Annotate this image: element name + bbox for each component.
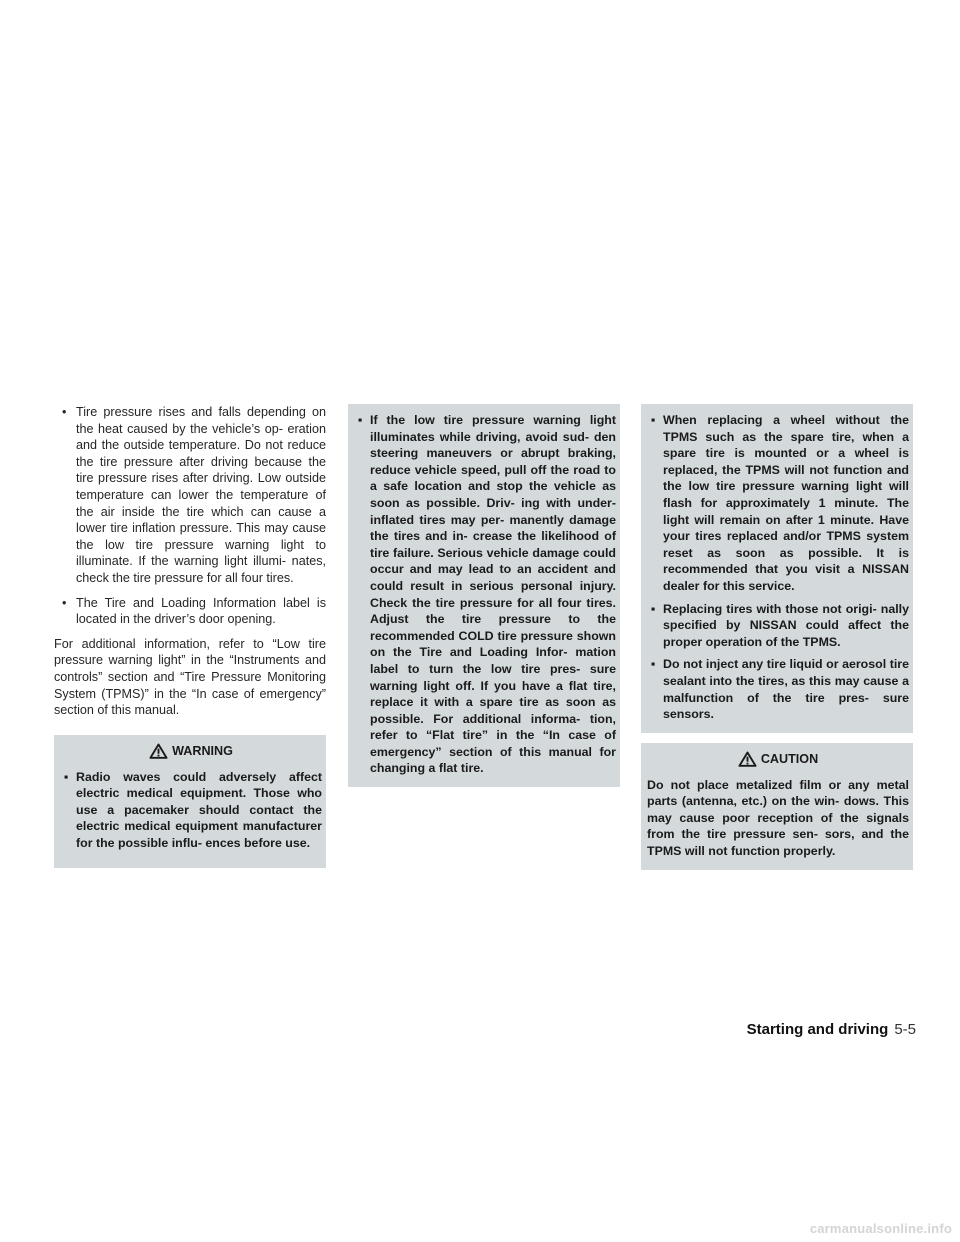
- reference-paragraph: For additional information, refer to “Low tire pressure warning light” in the “Instruments and controls” section and “Tire Pressure Monitoring System (TPMS)” in the “In case of emergency” section of this manual.: [54, 636, 326, 718]
- caution-text: Do not place metalized film or any metal parts (antenna, etc.) on the win- dows. This may cause poor reception of the signals from the tire pressure sen- sors, and the TPMS will not function properly.: [647, 777, 909, 859]
- warning-box-continued: [348, 404, 620, 787]
- page-number: 5-5: [894, 1021, 916, 1038]
- bullet-label-location: • The Tire and Loading Information label is located in the driver’s door opening.: [62, 595, 326, 627]
- bullet-tire-pressure-temperature: • Tire pressure rises and falls depending on the heat caused by the vehicle’s op- eration and the outside temperature. Do not reduce the tire pressure after driving because the tire pressure rises after driving. Low outside temperature can lower the temperature of the air inside the tire which can cause a lower tire inflation pressure. This may cause the low tire pressure warning light to illuminate. If the warning light illumi- nates, check the tire pressure for all four tires.: [62, 405, 326, 585]
- warning-box: [54, 735, 326, 868]
- warning-bullet-tire-sealant: ▪ Do not inject any tire liquid or aerosol tire sealant into the tires, as this may cause a malfunction of the tire pres- sure sensors.: [651, 657, 909, 722]
- warning-bullet-replacing-wheel: ▪ When replacing a wheel without the TPMS such as the spare tire, when a spare tire is mounted or a wheel is replaced, the TPMS will not function and the low tire pressure warning light will flash for approximately 1 minute. The light will remain on after 1 minute. Have your tires replaced and/or TPMS system reset as soon as possible. It is recommended that you visit a NISSAN dealer for this service.: [651, 413, 909, 593]
- caution-title: CAUTION: [760, 751, 819, 766]
- bullet-square: ▪: [651, 601, 656, 616]
- caution-header: [647, 751, 909, 767]
- warning-title: WARNING: [172, 743, 233, 758]
- bullet-dot: •: [62, 595, 67, 610]
- warning-triangle-icon: [149, 743, 168, 759]
- warning-bullet-low-pressure-light: ▪ If the low tire pressure warning light illuminates while driving, avoid sud- den steering maneuvers or abrupt braking, reduce vehicle speed, pull off the road to a safe location and stop the vehicle as soon as possible. Driv- ing with under-inflated tires may per- manently damage the tires and in- crease the likelihood of tire failure. Serious vehicle damage could occur and may lead to an accident and could result in serious personal injury. Check the tire pressure for all four tires. Adjust the tire pressure to the recommended COLD tire pressure shown on the Tire and Loading Infor- mation label to turn the low tire pres- sure warning light off. If you have a flat tire, replace it with a spare tire as soon as possible. For additional informa- tion, refer to “Flat tire” in the “In case of emergency” section of this manual for changing a flat tire.: [358, 413, 616, 776]
- caution-box: [641, 743, 913, 870]
- bullet-square: ▪: [651, 657, 656, 672]
- column-2: [348, 404, 620, 787]
- page-footer: [747, 1021, 916, 1038]
- warning-bullet: ▪ Radio waves could adversely affect electric medical equipment. Those who use a pacemaker should contact the electric medical equipment manufacturer for the possible influ- ences before use.: [64, 769, 322, 851]
- warning-box-continued-2: [641, 404, 913, 733]
- caution-triangle-icon: [738, 751, 757, 767]
- column-1: [54, 404, 326, 868]
- bullet-square: ▪: [64, 769, 69, 784]
- warning-header: [60, 743, 322, 759]
- column-3: [641, 404, 913, 870]
- footer-section-title: Starting and driving: [746, 1021, 889, 1038]
- bullet-square: ▪: [651, 413, 656, 427]
- bullet-dot: •: [62, 405, 67, 419]
- warning-bullet-replacing-tires: ▪ Replacing tires with those not origi- nally specified by NISSAN could affect the proper operation of the TPMS.: [651, 601, 909, 649]
- bullet-square: ▪: [358, 413, 363, 427]
- watermark: carmanualsonline.info: [809, 1221, 952, 1236]
